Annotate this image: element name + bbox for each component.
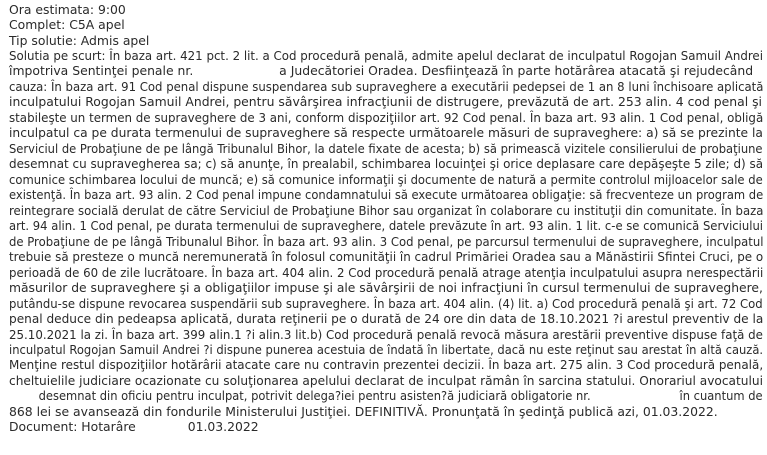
solutie-line: art. 94 alin. 1 Cod penal, pe durata termenului de supraveghere, datele prevăzute în art. 93 alin. 1 lit. c-e se comunică Serviciului (9, 218, 764, 233)
solutie-line: perioadă de 60 de zile lucrătoare. În baza art. 404 alin. 2 Cod procedură penală atrage atenţia inculpatului asupra nerespectării (9, 265, 764, 280)
solutie-line: penal deduce din pedeapsa aplicată, durata reţinerii pe o durată de 24 ore din data de 18.10.2021 ?i arestul preventiv de la (9, 311, 764, 326)
solutie-line-part: a Judecătoriei Oradea. Desfiinţează în parte hotărârea atacată şi rejudecând (279, 63, 754, 78)
solutie-line: Serviciul de Probaţiune de pe lângă Tribunalul Bihor, la datele fixate de acesta; b) să primească vizitele consilierului de probaţiune (9, 141, 763, 156)
solutie-line: cauza: În baza art. 91 Cod penal dispune suspendarea sub supraveghere a executării pedepsei de 1 an 8 luni închisoare aplicată (9, 79, 764, 94)
solutie-line-part: împotriva Sentinţei penale nr. (9, 63, 194, 78)
document-label: Document: Hotarâre (9, 419, 136, 434)
solutie-line: inculpatul Rogojan Samuil Andrei ?i dispune punerea acestuia de îndată în libertate, dacă nu este reţinut sau arestat în altă cauză. (9, 342, 764, 357)
solutie-line: cheltuielile judiciare ocazionate cu soluţionarea apelului declarat de inculpat rămân în sarcina statului. Onorariul avocatului (9, 373, 763, 388)
field-tip-solutie: Tip solutie: Admis apel (9, 33, 150, 48)
solutie-line: putându-se dispune revocarea suspendării sub supraveghere. În baza art. 404 alin. (4) lit. a) Cod procedură penală şi art. 72 Cod (9, 296, 763, 311)
field-complet: Complet: C5A apel (9, 17, 125, 32)
solutie-line-part: în cuantum de (679, 388, 763, 403)
solutie-line: comunice schimbarea locului de muncă; e) să comunice informaţii şi documente de natură a permite controlul mijloacelor sale de (9, 172, 763, 187)
solutie-line: stabileşte un termen de supraveghere de 3 ani, conform dispoziţiilor art. 92 Cod penal. În baza art. 93 alin. 1 Cod penal, obligă (9, 110, 764, 125)
solutie-line: reintegrare socială derulat de către Serviciul de Probaţiune Bihor sau organizat în colaborare cu instituţii din comunitate. În baza (9, 203, 764, 218)
document-type (9, 419, 259, 434)
solutie-line: inculpatului Rogojan Samuil Andrei, pentru săvârşirea infracţiunii de distrugere, prevăzută de art. 253 alin. 4 cod penal şi (9, 94, 763, 109)
solutie-line: 25.10.2021 la zi. În baza art. 399 alin.1 ?i alin.3 lit.b) Cod procedură penală revocă măsura arestării preventive dispuse faţă de (9, 327, 763, 342)
solutie-line: măsurilor de supraveghere şi a obligaţiilor impuse şi ale săvârşirii de noi infracţiuni în cursul termenului de supraveghere, (9, 280, 763, 295)
solutie-line (9, 388, 763, 403)
field-ora-estimata: Ora estimata: 9:00 (9, 2, 126, 17)
solutie-line: desemnat cu supravegherea sa; c) să anunţe, în prealabil, schimbarea locuinţei şi orice deplasare care depăşeşte 5 zile; d) să (9, 156, 764, 171)
solutie-line: de Probaţiune de pe lângă Tribunalul Bihor. În baza art. 93 alin. 3 Cod penal, pe parcursul termenului de supraveghere, inculpatul (9, 234, 764, 249)
solutie-line: inculpatul ca pe durata termenului de supraveghere să respecte următoarele măsuri de supraveghere: a) să se prezinte la (9, 125, 763, 140)
solutie-line (9, 63, 753, 78)
solutie-line: 868 lei se avansează din fondurile Ministerului Justiţiei. DEFINITIVĂ. Pronunţată în şedinţă publică azi, 01.03.2022. (9, 404, 718, 419)
solutie-line: existenţă. În baza art. 93 alin. 2 Cod penal impune condamnatului să execute următoarea obligaţie: să frecventeze un program de (9, 187, 764, 202)
solutie-line: trebuie să presteze o muncă neremunerată în folosul comunităţii în cadrul Primăriei Oradea sau a Mănăstirii Sfintei Cruci, pe o (9, 249, 764, 264)
document-date: 01.03.2022 (187, 419, 259, 434)
solutie-line: Menţine restul dispoziţiilor hotărârii atacate care nu contravin prezentei decizii. În baza art. 275 alin. 3 Cod procedură penală, (9, 357, 764, 372)
solutie-line: Solutia pe scurt: În baza art. 421 pct. 2 lit. a Cod procedură penală, admite apelul declarat de inculpatul Rogojan Samuil Andrei (9, 48, 763, 63)
solutie-line-part: desemnat din oficiu pentru inculpat, potrivit delega?iei pentru asisten?ă judiciară obligatorie nr. (38, 388, 591, 403)
